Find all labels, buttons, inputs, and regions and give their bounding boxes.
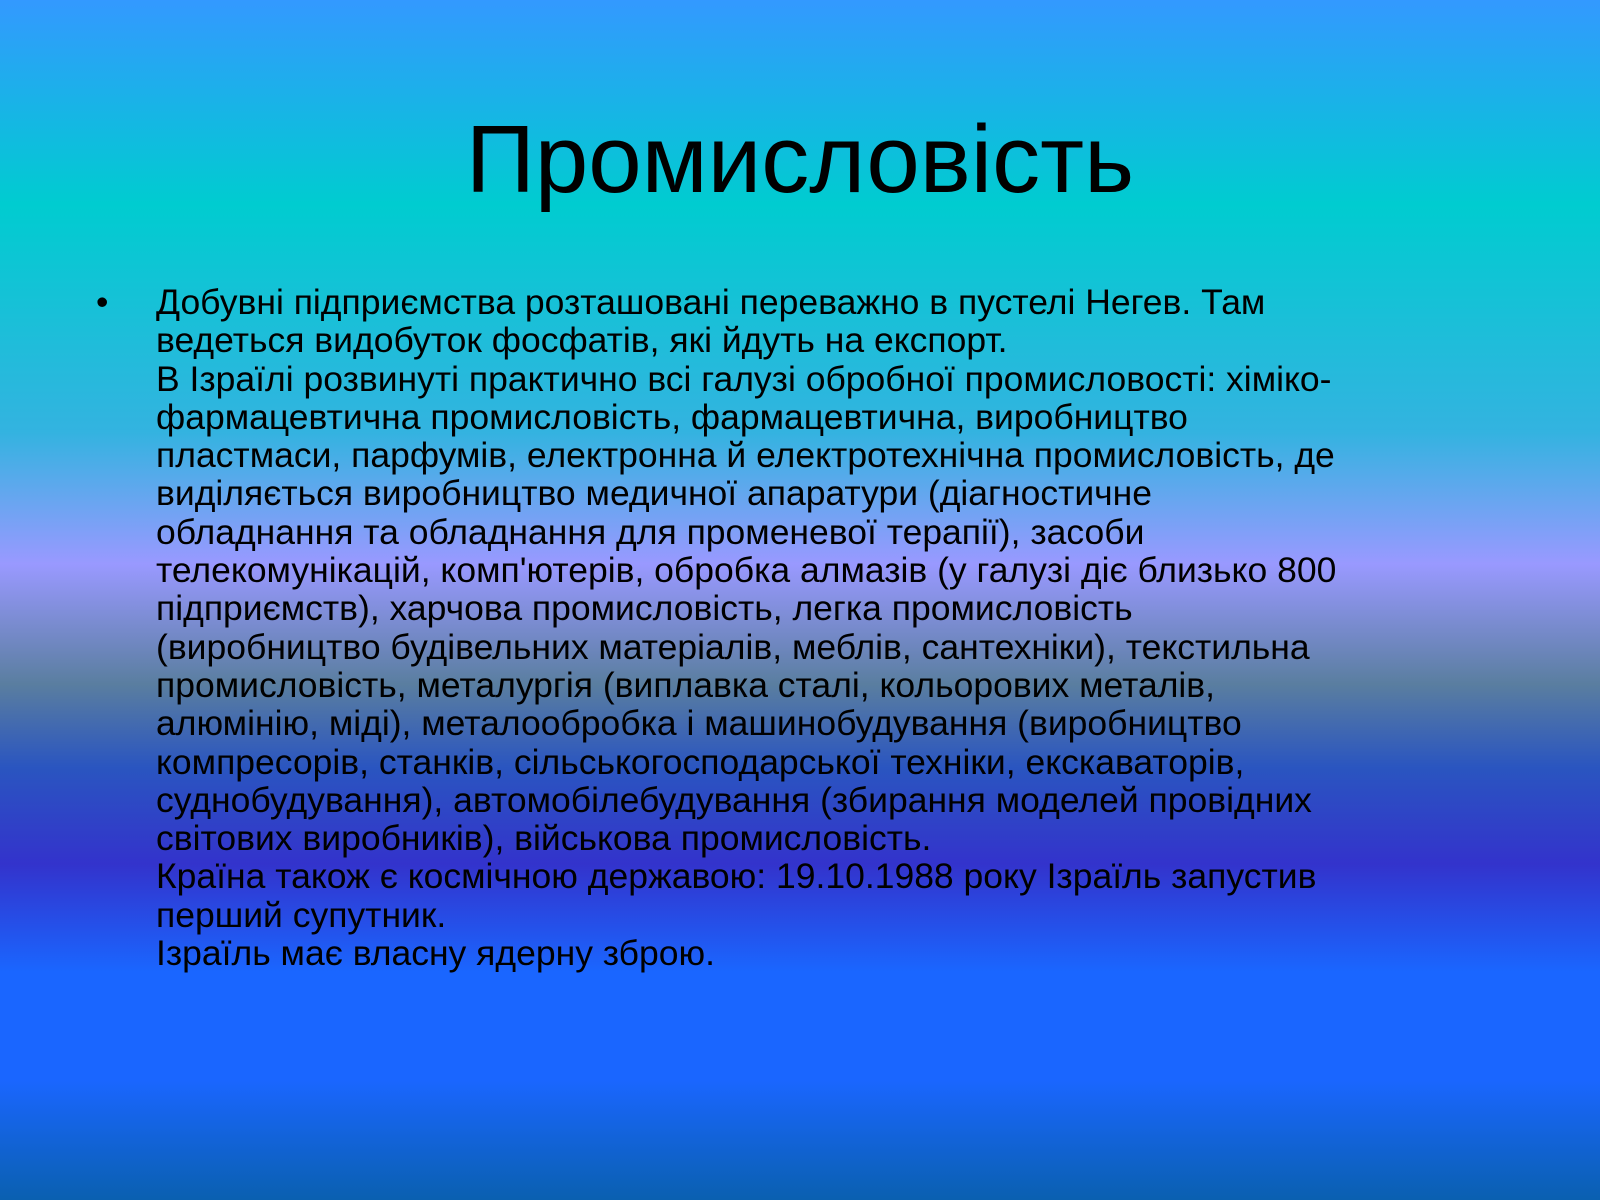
text-line: виділяється виробництво медичної апаратури (діагностичне [156,473,1153,514]
text-line: Країна також є космічною державою: 19.10.1988 року Ізраїль запустив [156,856,1317,897]
bullet-text [156,283,1596,972]
text-line: компресорів, станків, сільськогосподарської техніки, екскаваторів, [156,741,1245,782]
text-line: світових виробників), військова промисловість. [156,818,932,859]
text-line: Добувні підприємства розташовані переважно в пустелі Негев. Там [156,282,1266,322]
text-line: пластмаси, парфумів, електронна й електротехнічна промисловість, де [156,435,1335,476]
text-line: перший супутник. [156,894,447,935]
text-line: ведеться видобуток фосфатів, які йдуть на експорт. [156,320,1008,361]
text-line: алюмінію, міді), металообробка і машинобудування (виробництво [156,703,1242,744]
bullet-point: • [96,282,109,322]
text-line: суднобудування), автомобілебудування (збирання моделей провідних [156,779,1312,820]
slide-title: Промисловість [465,106,1135,213]
text-line: обладнання та обладнання для променевої терапії), засоби [156,511,1145,552]
text-line: фармацевтична промисловість, фармацевтична, виробництво [156,396,1188,437]
text-line: (виробництво будівельних матеріалів, меблів, сантехніки), текстильна [156,626,1310,667]
text-line: підприємств), харчова промисловість, легка промисловість [156,588,1133,629]
text-line: телекомунікацій, комп'ютерів, обробка алмазів (у галузі діє близько 800 [156,550,1337,591]
text-line: промисловість, металургія (виплавка сталі, кольорових металів, [156,664,1216,705]
text-line: В Ізраїлі розвинуті практично всі галузі обробної промисловості: хіміко- [156,358,1332,399]
text-line: Ізраїль має власну ядерну зброю. [156,933,715,974]
